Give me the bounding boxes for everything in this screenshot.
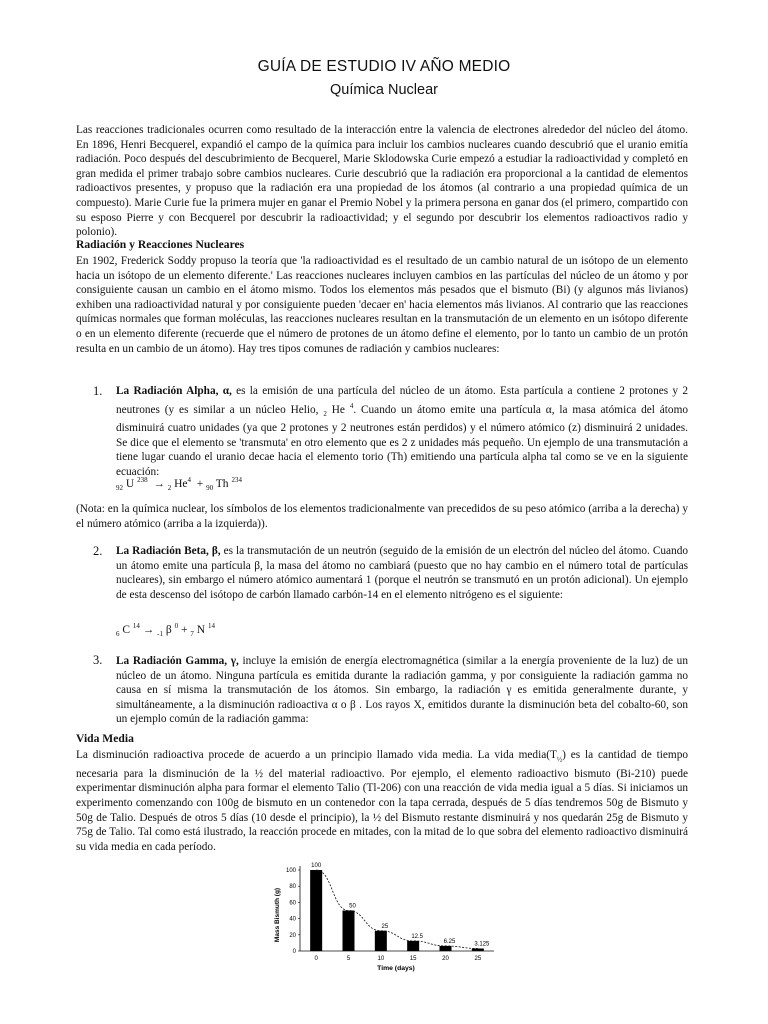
list-number-1: 1. — [93, 384, 103, 398]
gamma-text: incluye la emisión de energía electromagnética (similar a la energía proveniente de la luz) de un núcleo de un átomo. Ninguna partícula es emitida durante la radiación gamma, y por consiguiente la radiación gamma no causa en sí misma la transmutación de los átomos. Sin embargo, la radiación γ es emitida generalmente durante, y simultáneamente, a la disminución radioactiva α o β . Los rayos X, emitidos durante la disminución beta del cobalto-60, son un ejemplo común de la radiación gamma: — [116, 655, 688, 726]
x-tick-label: 15 — [409, 956, 417, 962]
beta-symbol: β — [165, 623, 172, 636]
bar — [375, 931, 387, 951]
beta-charge: -1 — [157, 630, 164, 639]
carbon-atomic-number: 6 — [116, 630, 120, 639]
alpha-text-b: . Cuando un átomo emite una partícula α, la masa atómica del átomo disminuirá cuatro unidades (ya que 2 protones y 2 neutrones están perdidos) y el número atómico (z) disminuirá 2 unidades. Se dice que el elemento se 'transmuta' en otro elemento que es 2 z unidades más pequeño. Un ejemplo de una transmutación a tiene lugar cuando el uranio decae hacia el elemento torio (Th) emitiendo una partícula alpha tal como se ve en la siguiente ecuación: — [116, 403, 689, 478]
x-axis-label: Time (days) — [377, 965, 415, 972]
note-paragraph: (Nota: en la química nuclear, los símbolos de los elementos tradicionalmente van precedidos de su peso atómico (arriba a la derecha) y el número atómico (arriba a la izquierda)). — [76, 503, 688, 530]
uranium-atomic-number: 92 — [116, 484, 123, 493]
nitrogen-symbol: N — [196, 623, 206, 636]
decay-trend-line — [316, 870, 478, 948]
y-tick-label: 100 — [285, 868, 296, 874]
plus-sign: + — [181, 623, 188, 636]
beta-item — [116, 544, 688, 602]
alpha-item — [116, 384, 688, 480]
helio-mass-number: 4 — [349, 401, 354, 410]
half-life-text-b: ) es la cantidad de tiempo necesaria para la disminución de la ½ del material radioactivo. Por ejemplo, el elemento radioactivo bismuto (Bi-210) puede experimentar disminución alpha para formar el elemento Talio (Tl-206) con una reacción de vida media igual a 5 días. Si iniciamos un experimento comenzando con 100g de bismuto en un contenedor con la tapa cerrada, después de 5 días tendremos 50g de Bismuto y 50g de Talio. Después de otros 5 días (10 desde el principio), la ½ del Bismuto restante disminuirá y nos quedarán 25g de Bismuto y 75g de Talio. Tal como está ilustrado, la reacción procede en mitades, con la mitad de lo que sobra del elemento radioactivo disminuirá su vida media en cada período. — [76, 749, 688, 853]
alpha-text-a: es la emisión de una partícula del núcleo de un átomo. Esta partícula a contiene 2 protones y 2 neutrones (y es similar a un núcleo Helio, — [116, 385, 688, 416]
thorium-atomic-number: 90 — [206, 484, 214, 493]
x-tick-label: 20 — [442, 956, 449, 962]
thorium-symbol: Th — [215, 477, 229, 490]
helio-atomic-number: 2 — [323, 409, 327, 418]
bar-value-label: 3.125 — [474, 941, 490, 948]
bar — [343, 911, 355, 952]
bar — [440, 946, 452, 951]
alpha-equation — [116, 476, 242, 492]
helio-symbol: He — [331, 403, 345, 416]
half-life-chart — [262, 852, 502, 974]
carbon-mass-number: 14 — [132, 622, 140, 630]
beta-name: La Radiación Beta, β, — [116, 545, 221, 557]
y-axis-label: Mass Bismuth (g) — [274, 887, 281, 943]
helium-symbol: He — [174, 477, 188, 490]
thorium-mass-number: 234 — [231, 476, 242, 484]
document-title: GUÍA DE ESTUDIO IV AÑO MEDIO — [257, 58, 511, 75]
half-life-paragraph — [76, 748, 688, 854]
document-subtitle: Química Nuclear — [330, 82, 438, 98]
radiation-paragraph: En 1902, Frederick Soddy propuso la teoría que 'la radioactividad es el resultado de un cambio natural de un isótopo de un elemento hacia un isótopo de un elemento diferente.' Las reacciones nucleares incluyen cambios en las partículas del núcleo de un átomo y por consiguiente causan un cambio en el átomo mismo. Todos los elementos más pesados que el bismuto (Bi) (y algunos más livianos) exhiben una radioactividad natural y por consiguiente pueden 'decaer en' hacia elementos más livianos. Al contrario que las reacciones químicas normales que forman moléculas, las reacciones nucleares resultan en la transmutación de un elemento en un isótopo diferente o en un elemento diferente (recuerde que el número de protones de un átomo define el elemento, por lo tanto un cambio de un protón resulta en un cambio de un átomo). Hay tres tipos comunes de radiación y cambios nucleares: — [76, 255, 688, 355]
nitrogen-mass-number: 14 — [207, 622, 215, 630]
y-tick-label: 80 — [289, 884, 296, 891]
y-tick-label: 0 — [292, 949, 296, 955]
list-number-3: 3. — [93, 653, 103, 667]
uranium-symbol: U — [125, 477, 135, 490]
reaction-arrow: → — [153, 477, 165, 490]
nitrogen-atomic-number: 7 — [190, 630, 194, 639]
x-tick-label: 10 — [377, 956, 385, 962]
y-tick-label: 60 — [289, 900, 296, 907]
bar-value-label: 12.5 — [411, 933, 424, 940]
bar-value-label: 100 — [311, 863, 322, 869]
helium-mass-number: 4 — [187, 476, 191, 484]
carbon-symbol: C — [122, 623, 131, 636]
section-heading-radiation: Radiación y Reacciones Nucleares — [76, 238, 245, 251]
bar — [472, 948, 484, 951]
helium-atomic-number: 2 — [167, 484, 172, 493]
y-tick-label: 20 — [289, 932, 296, 939]
reaction-arrow: → — [142, 623, 155, 636]
bar-value-label: 50 — [349, 903, 356, 910]
half-life-subscript: ½ — [556, 755, 563, 764]
list-number-2: 2. — [93, 544, 103, 558]
bar — [407, 941, 419, 951]
beta-mass-number: 0 — [174, 622, 179, 630]
x-tick-label: 0 — [314, 956, 318, 962]
intro-paragraph: Las reacciones tradicionales ocurren como resultado de la interacción entre la valencia de electrones alrededor del núcleo del átomo. En 1896, Henri Becquerel, expandió el campo de la química para incluir los cambios nucleares cuando descubrió que el uranio emitía radiación. Poco después del descubrimiento de Becquerel, Marie Sklodowska Curie empezó a estudiar la radioactividad y completó en gran medida el primer trabajo sobre cambios nucleares. Curie descubrió que la radiación era proporcional a la cantidad de elementos radioactivos presentes, y propuso que la radiación era una propiedad de los átomos (al contrario a una propiedad química de un compuesto). Marie Curie fue la primera mujer en ganar el Premio Nobel y la primera persona en ganar dos (el primero, compartido con su esposo Pierre y con Becquerel por descubrir la radioactividad; y el segundo por descubrir los elementos radioactivos radio y polonio). — [76, 124, 688, 239]
x-tick-label: 5 — [346, 956, 351, 962]
bar-value-label: 25 — [381, 923, 389, 930]
beta-equation — [116, 622, 215, 638]
half-life-text-a: La disminución radioactiva procede de acuerdo a un principio llamado vida media. La vida media(T — [76, 749, 557, 761]
y-tick-label: 40 — [289, 916, 296, 923]
section-heading-half-life: Vida Media — [76, 732, 134, 745]
bar-value-label: 6.25 — [443, 938, 456, 945]
bar — [310, 870, 322, 951]
gamma-name: La Radiación Gamma, γ, — [116, 655, 239, 667]
beta-text: es la transmutación de un neutrón (seguido de la emisión de un electrón del núcleo del átomo. Cuando un átomo emite una partícula β, la masa del átomo no cambiará (puesto que no hay cambio en el número total de partículas nucleares), sin embargo el número atómico aumentará 1 (porque el neutrón se transmutó en un protón adicional). Un ejemplo de esta descenso del isótopo de carbón llamado carbón-14 en el elemento nitrógeno es el siguiente: — [116, 545, 688, 601]
plus-sign: + — [196, 477, 204, 490]
x-tick-label: 25 — [474, 956, 482, 962]
alpha-name: La Radiación Alpha, α, — [116, 385, 232, 397]
uranium-mass-number: 238 — [137, 476, 148, 484]
gamma-item — [116, 654, 688, 727]
